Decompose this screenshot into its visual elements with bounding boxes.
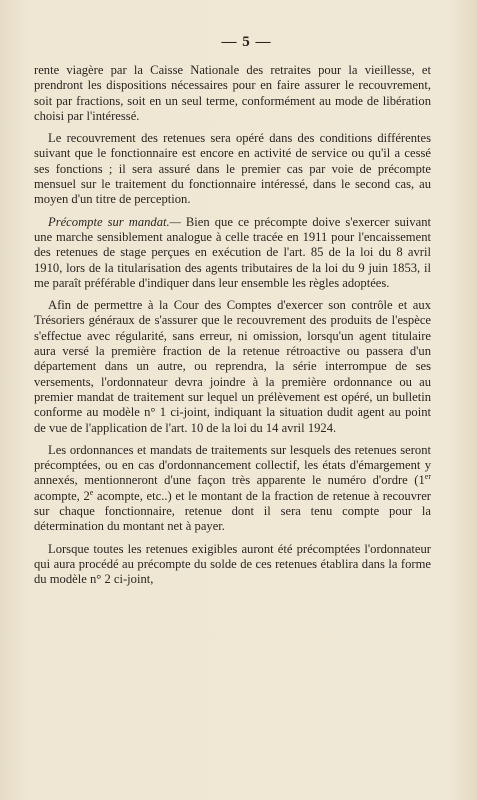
section-heading-precompte: Précompte sur mandat.— [48,214,181,229]
paragraph-ordonnances-part-b: acompte, 2 [34,488,90,503]
paragraph-rente-viagere: rente viagère par la Caisse Nationale des retraites pour la vieillesse, et prendront les dispositions nécessaires pour en faire assurer le recouvrement, soit par fractions, soit en un seul terme, conformément au mode de libération choisi par l'intéressé. [34,63,431,123]
superscript-er: er [424,472,431,482]
paragraph-ordonnances-part-a: Les ordonnances et mandats de traitements sur lesquels des retenues seront précomptées, ou en cas d'ordonnancement collectif, les états d'émargement y annexés, mentionneront d'une façon très apparente le numéro d'ordre (1 [34,442,431,488]
paragraph-precompte-body: Bien que ce précompte doive s'exercer suivant une marche sensiblement analogue à celle tracée en 1911 pour l'encaissement des retenues de stage perçues en exécution de l'art. 85 de la loi du 8 avril 1910, lors de la titularisation des agents tributaires de la loi du 9 juin 1853, il me paraît préférable d'indiquer dans leur ensemble les règles adoptées. [34,214,431,290]
paragraph-ordonnances [34,443,431,535]
paragraph-recouvrement: Le recouvrement des retenues sera opéré dans des conditions différentes suivant que le fonctionnaire est encore en activité de service ou qu'il a cessé ses fonctions ; il sera assuré dans le premier cas par voie de précompte mensuel sur le traitement du fonctionnaire intéressé, dans le second cas, au moyen d'un titre de perception. [34,131,431,207]
paragraph-precompte-sur-mandat [34,215,431,291]
page-number: — 5 — [221,34,272,50]
paragraph-retenues-exigibles: Lorsque toutes les retenues exigibles auront été précomptées l'ordonnateur qui aura procédé au précompte du solde de ces retenues établira dans la forme du modèle n° 2 ci-joint, [34,541,431,587]
superscript-e: e [89,487,94,497]
paragraph-ordonnances-part-c: acompte, etc..) et le montant de la fraction de retenue à recouvrer sur chaque fonctionnaire, retenue dont il sera tenu compte pour la détermination du montant net à payer. [34,488,431,534]
paragraph-cour-des-comptes: Afin de permettre à la Cour des Comptes d'exercer son contrôle et aux Trésoriers généraux de s'assurer que le recouvrement des produits de l'espèce s'effectue avec régularité, sans erreur, ni omission, lorsqu'un agent titulaire aura versé la première fraction de la retenue rétroactive ou passera d'un département dans un autre, ou reprendra, la série interrompue de ses versements, l'ordonnateur devra joindre à la première ordonnance ou au premier mandat de traitement sur lequel un prélèvement est opéré, un bulletin conforme au modèle n° 1 ci-joint, indiquant la situation dudit agent au point de vue de l'application de l'art. 10 de la loi du 14 avril 1924. [34,298,431,435]
